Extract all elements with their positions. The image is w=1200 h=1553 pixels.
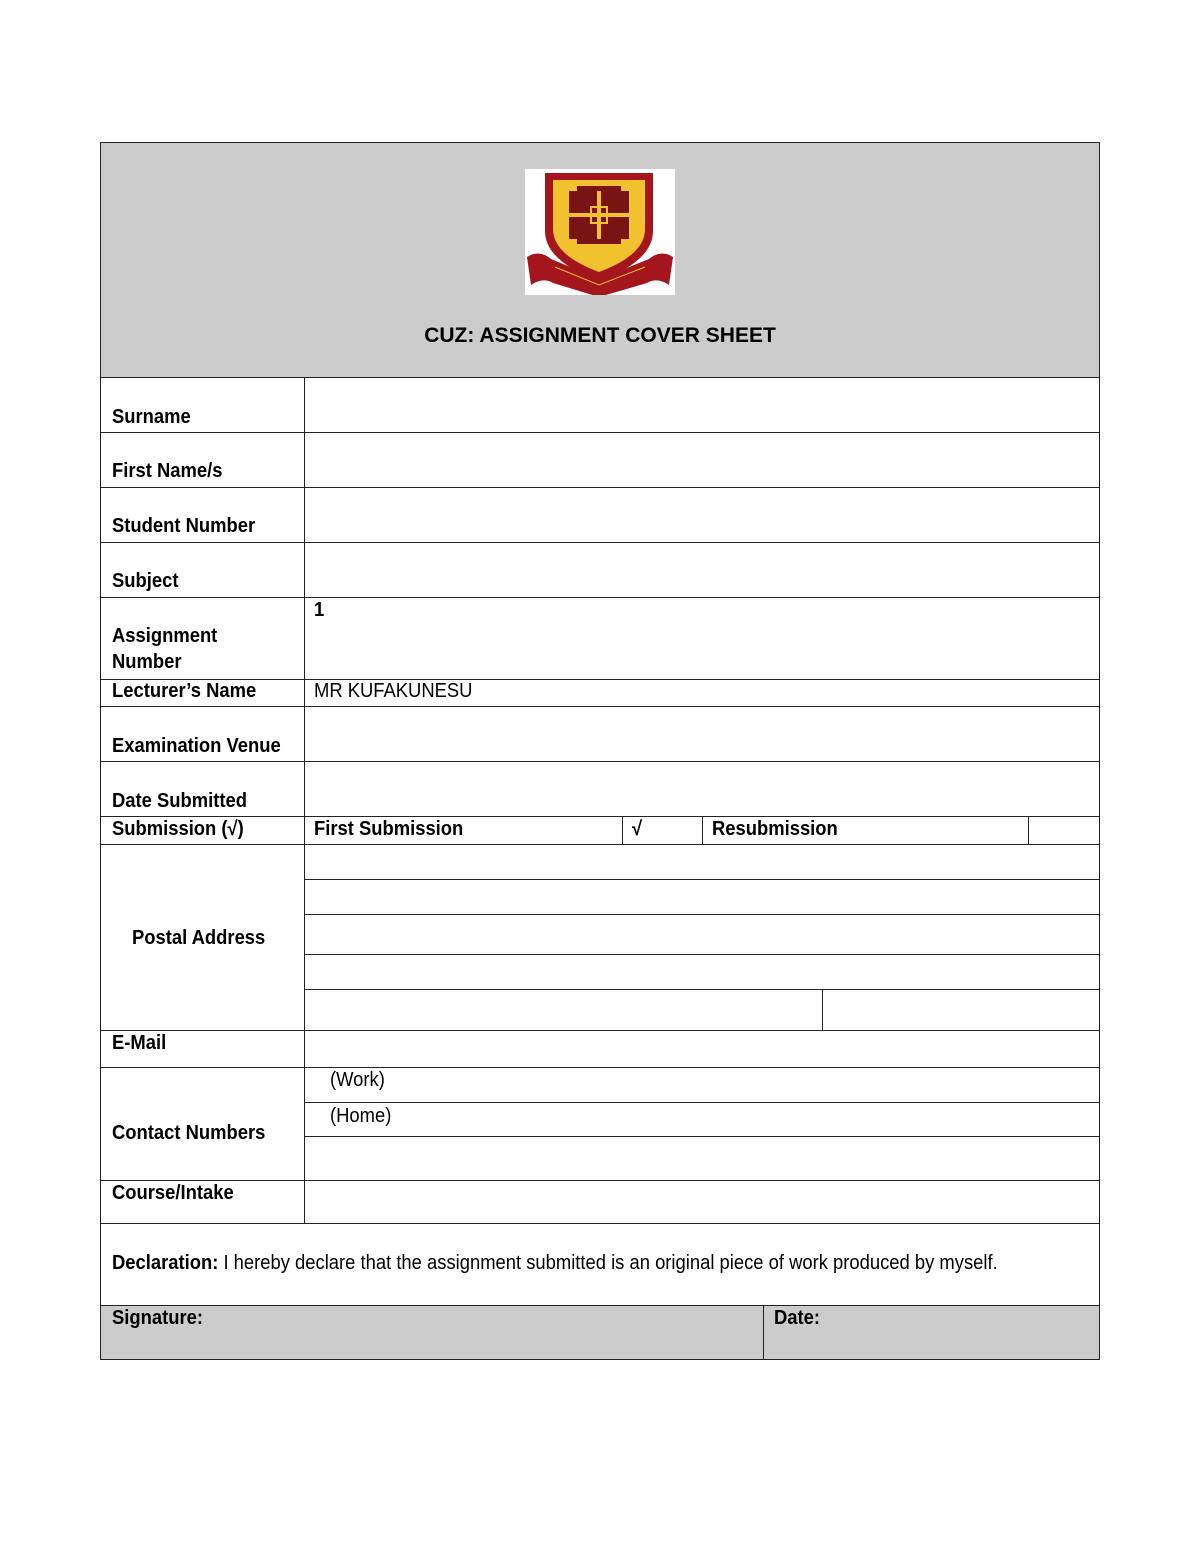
postal-code-field[interactable] [824, 991, 1098, 1029]
date-submitted-label: Date Submitted [112, 790, 247, 812]
other-number-field[interactable] [306, 1138, 1098, 1179]
subject-field[interactable] [306, 544, 1098, 596]
student-number-field[interactable] [306, 489, 1098, 541]
resubmission-label: Resubmission [712, 818, 838, 840]
declaration [112, 1252, 998, 1275]
date-field[interactable] [766, 1332, 1097, 1357]
declaration-label: Declaration: [112, 1252, 219, 1274]
postal-address-line-3[interactable] [306, 916, 1098, 953]
declaration-text: I hereby declare that the assignment submitted is an original piece of work produced by myself. [218, 1252, 998, 1274]
lecturer-name-label: Lecturer’s Name [112, 680, 257, 702]
student-number-label: Student Number [112, 515, 256, 537]
cover-sheet-form [100, 142, 1100, 1359]
email-field[interactable] [306, 1032, 1098, 1066]
signature-field[interactable] [102, 1332, 760, 1357]
surname-label: Surname [112, 406, 191, 428]
course-intake-field[interactable] [306, 1182, 1098, 1222]
home-number-field[interactable]: (Home) [330, 1105, 392, 1127]
postal-address-line-2[interactable] [306, 881, 1098, 913]
postal-address-line-5[interactable] [306, 991, 820, 1029]
first-submission-check[interactable]: √ [632, 818, 643, 840]
assignment-number-value[interactable]: 1 [314, 599, 325, 621]
first-submission-label: First Submission [314, 818, 464, 840]
crest-icon [525, 169, 675, 295]
date-submitted-field[interactable] [306, 763, 1098, 815]
examination-venue-label: Examination Venue [112, 735, 281, 757]
first-names-field[interactable] [306, 434, 1098, 486]
first-names-label: First Name/s [112, 460, 223, 482]
course-intake-label: Course/Intake [112, 1182, 234, 1204]
postal-address-line-1[interactable] [306, 846, 1098, 878]
work-number-field[interactable]: (Work) [330, 1069, 385, 1091]
surname-field[interactable] [306, 379, 1098, 431]
contact-numbers-label: Contact Numbers [112, 1122, 266, 1144]
postal-address-line-4[interactable] [306, 956, 1098, 988]
page-title: CUZ: ASSIGNMENT COVER SHEET [424, 324, 776, 347]
subject-label: Subject [112, 570, 179, 592]
submission-label: Submission (√) [112, 818, 244, 840]
email-label: E-Mail [112, 1032, 167, 1054]
assignment-number-label-line1: Assignment [112, 625, 218, 647]
signature-label: Signature: [112, 1307, 203, 1329]
postal-address-label: Postal Address [132, 927, 266, 949]
assignment-number-label-line2: Number [112, 651, 182, 673]
date-label: Date: [774, 1307, 821, 1329]
examination-venue-field[interactable] [306, 708, 1098, 760]
university-crest-logo [525, 169, 675, 295]
lecturer-name-value[interactable]: MR KUFAKUNESU [314, 680, 473, 702]
resubmission-check[interactable] [1030, 818, 1098, 843]
